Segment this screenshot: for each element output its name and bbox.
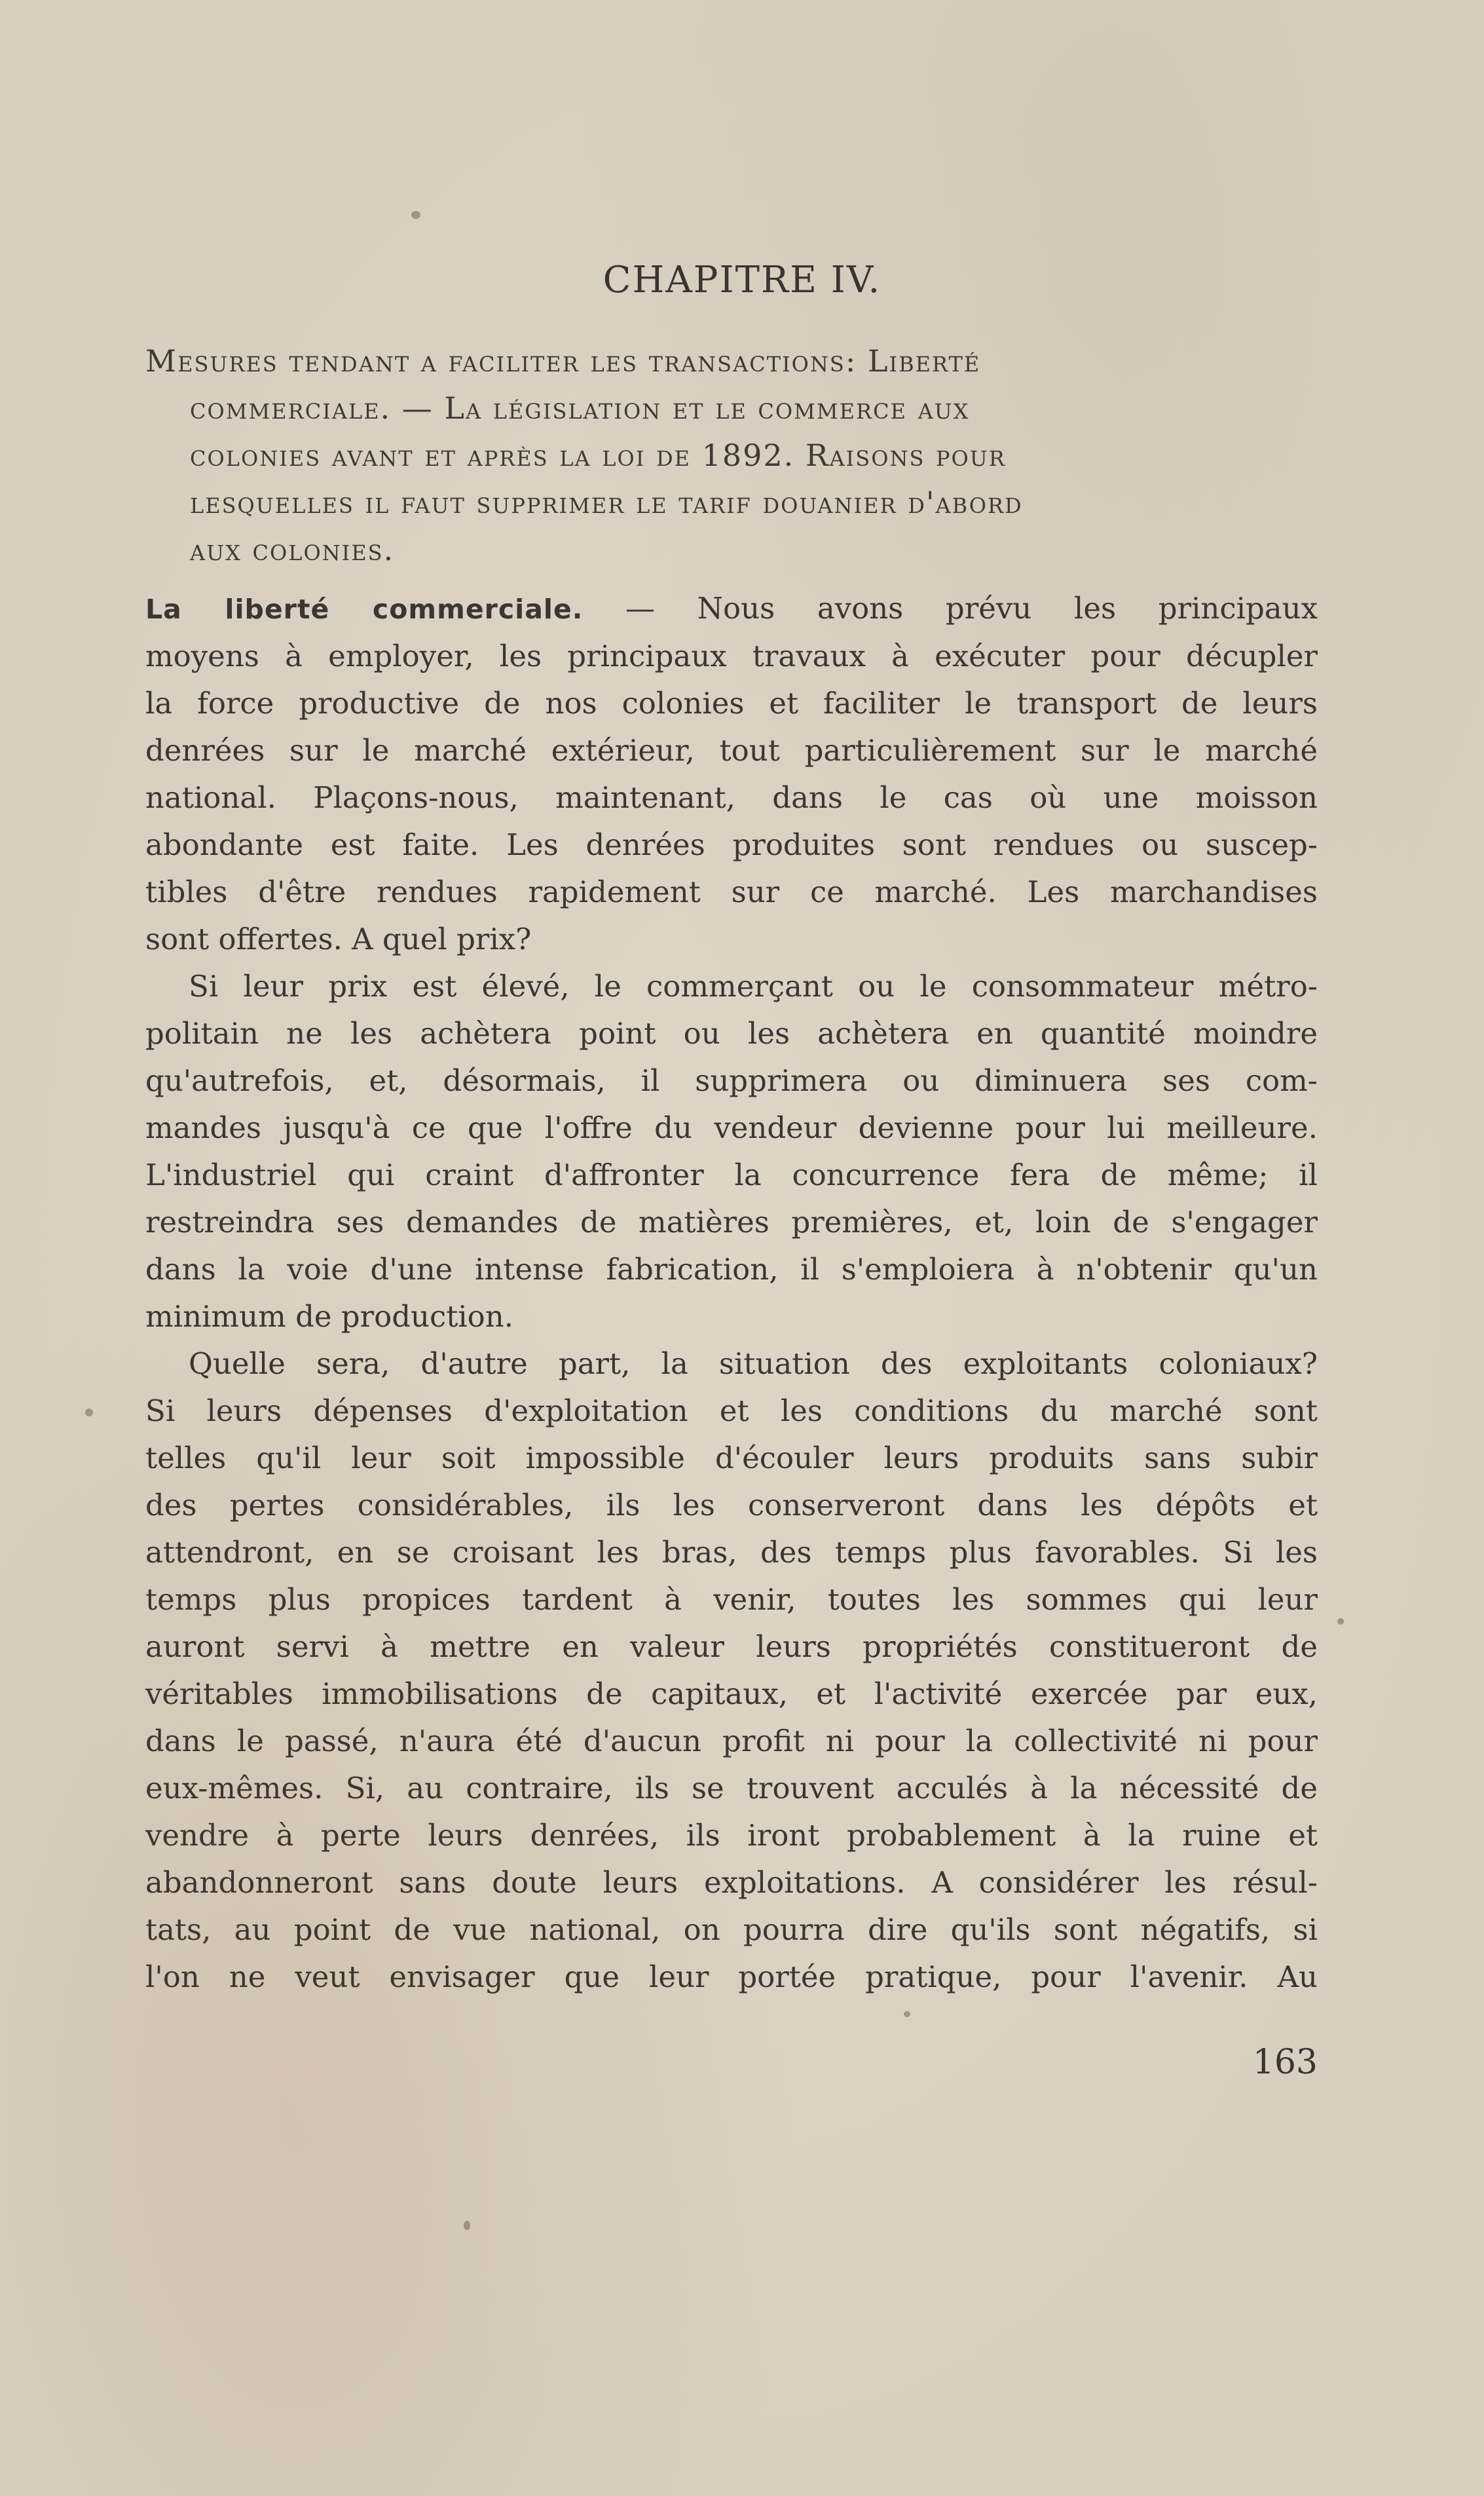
paper-speck — [904, 2011, 910, 2017]
summary-line: lesquelles il faut supprimer le tarif douanier d'abord — [190, 485, 1023, 520]
text-line: l'on ne veut envisager que leur portée pratique, pour l'avenir. Au — [145, 1959, 1318, 1994]
text-line: abandonneront sans doute leurs exploitations. A considérer les résul- — [145, 1865, 1318, 1900]
text-line: eux-mêmes. Si, au contraire, ils se trouvent acculés à la nécessité de — [145, 1771, 1318, 1806]
text-line: temps plus propices tardent à venir, toutes les sommes qui leur — [145, 1582, 1318, 1617]
text-line: Si leur prix est élevé, le commerçant ou le consommateur métro- — [189, 969, 1318, 1004]
text-line: telles qu'il leur soit impossible d'écouler leurs produits sans subir — [145, 1441, 1318, 1475]
text-line: vendre à perte leurs denrées, ils iront probablement à la ruine et — [145, 1818, 1318, 1853]
text-line: qu'autrefois, et, désormais, il supprimera ou diminuera ses com- — [145, 1063, 1318, 1098]
text-line: national. Plaçons-nous, maintenant, dans le cas où une moisson — [145, 780, 1318, 815]
text-line: moyens à employer, les principaux travaux à exécuter pour décupler — [145, 639, 1318, 673]
text-line: auront servi à mettre en valeur leurs propriétés constitueront de — [145, 1629, 1318, 1664]
text-line: la force productive de nos colonies et faciliter le transport de leurs — [145, 686, 1318, 721]
summary-line: aux colonies. — [190, 532, 395, 567]
summary-line: commerciale. — La législation et le commerce aux — [190, 390, 970, 426]
text-line: des pertes considérables, ils les conserveront dans les dépôts et — [145, 1488, 1318, 1522]
text-line: abondante est faite. Les denrées produites sont rendues ou suscep- — [145, 827, 1318, 862]
page-number: 163 — [1252, 2043, 1318, 2082]
paper-speck — [464, 2221, 470, 2230]
text-segment: — Nous avons prévu les principaux — [583, 591, 1318, 626]
text-line: tibles d'être rendues rapidement sur ce marché. Les marchandises — [145, 875, 1318, 909]
text-line: véritables immobilisations de capitaux, et l'activité exercée par eux, — [145, 1676, 1318, 1711]
text-line: sont offertes. A quel prix? — [145, 922, 532, 956]
paper-speck — [85, 1409, 93, 1416]
text-line: minimum de production. — [145, 1299, 514, 1334]
text-line: Si leurs dépenses d'exploitation et les conditions du marché sont — [145, 1393, 1318, 1428]
text-line: Quelle sera, d'autre part, la situation des exploitants coloniaux? — [189, 1346, 1318, 1381]
summary-line: Mesures tendant a faciliter les transactions: Liberté — [145, 343, 981, 379]
text-line: tats, au point de vue national, on pourra dire qu'ils sont négatifs, si — [145, 1912, 1318, 1947]
text-line: politain ne les achètera point ou les achètera en quantité moindre — [145, 1016, 1318, 1051]
text-line: dans le passé, n'aura été d'aucun profit ni pour la collectivité ni pour — [145, 1724, 1318, 1758]
text-line: L'industriel qui craint d'affronter la concurrence fera de même; il — [145, 1158, 1318, 1192]
paper-speck — [1337, 1618, 1344, 1625]
chapter-title: CHAPITRE IV. — [603, 259, 881, 301]
text-line — [145, 585, 1318, 633]
text-line: mandes jusqu'à ce que l'offre du vendeur devienne pour lui meilleure. — [145, 1110, 1318, 1145]
chapter-summary — [145, 337, 1318, 573]
text-line: attendront, en se croisant les bras, des temps plus favorables. Si les — [145, 1535, 1318, 1570]
section-runin-heading: La liberté commerciale. — [145, 594, 584, 625]
summary-line: colonies avant et après la loi de 1892. Raisons pour — [190, 438, 1006, 473]
text-line: denrées sur le marché extérieur, tout particulièrement sur le marché — [145, 733, 1318, 768]
text-line: restreindra ses demandes de matières premières, et, loin de s'engager — [145, 1205, 1318, 1239]
body-text — [145, 585, 1318, 2001]
text-line: dans la voie d'une intense fabrication, il s'emploiera à n'obtenir qu'un — [145, 1252, 1318, 1287]
paper-speck — [411, 211, 420, 219]
